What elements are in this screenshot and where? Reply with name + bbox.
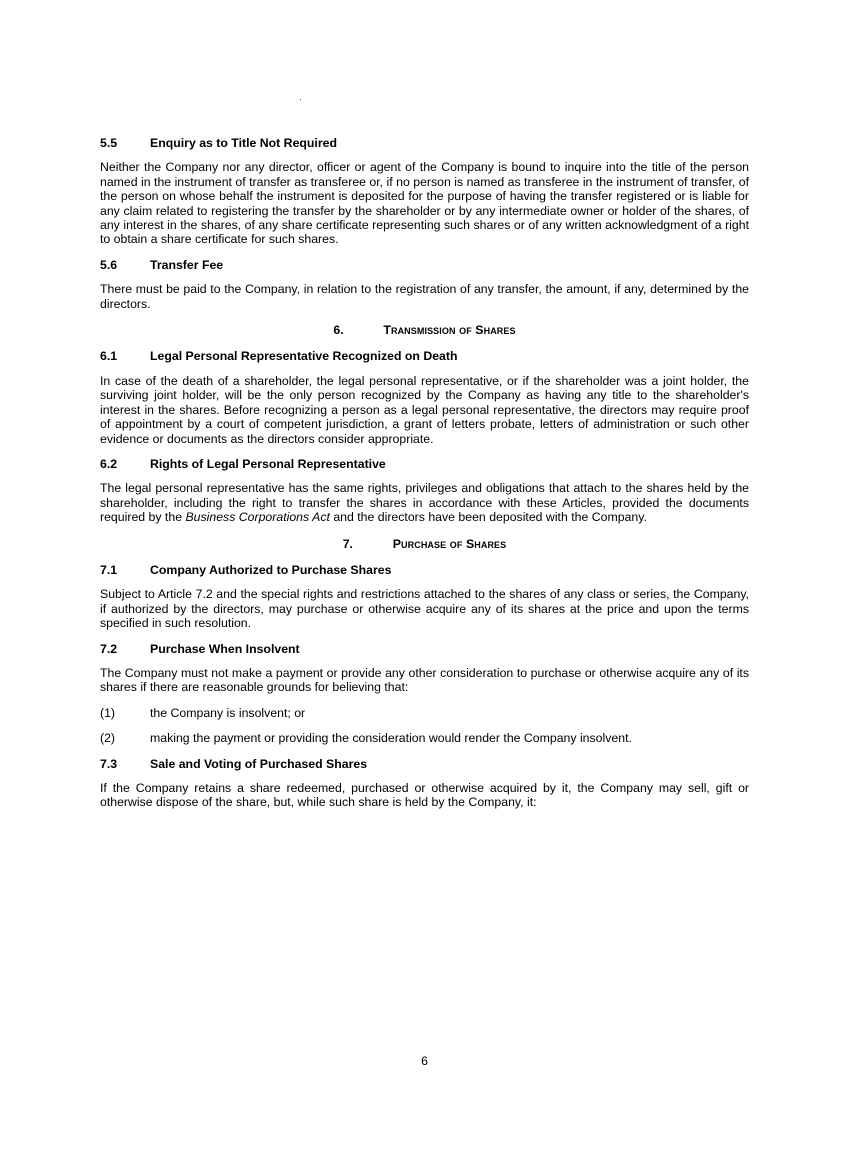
section-heading-7-1 [100, 563, 749, 577]
section-title: Sale and Voting of Purchased Shares [150, 756, 368, 771]
list-item [100, 706, 749, 720]
section-title: Company Authorized to Purchase Shares [150, 562, 392, 577]
section-number: 5.6 [100, 257, 118, 272]
section-title: Purchase When Insolvent [150, 641, 300, 656]
section-heading-7-3 [100, 757, 749, 771]
article-heading-6 [100, 323, 749, 337]
act-name: Business Corporations Act [185, 510, 330, 525]
section-body-7-2: The Company must not make a payment or provide any other consideration to purchase or otherwise acquire any of its shares if there are reasonable grounds for believing that: [100, 665, 749, 695]
list-item [100, 731, 749, 745]
article-number: 6. [333, 323, 344, 338]
article-title: Purchase of Shares [392, 536, 507, 551]
document-body [100, 136, 749, 821]
section-title: Enquiry as to Title Not Required [150, 136, 337, 150]
section-heading-6-2 [100, 457, 749, 471]
section-body-6-1: In case of the death of a shareholder, the legal personal representative, or if the shareholder was a joint holder, the surviving joint holder, will be the only person recognized by the Company as having any title to the shareholder's interest in the shares. Before recognizing a person as a legal personal representative, the directors may require proof of appointment by a court of competent jurisdiction, a grant of letters probate, letters of administration or such other evidence or documents as the directors consider appropriate. [100, 373, 749, 446]
list-item-text: the Company is insolvent; or [150, 705, 306, 720]
section-body-7-1: Subject to Article 7.2 and the special rights and restrictions attached to the shares of any class or series, the Company, if authorized by the directors, may purchase or otherwise acquire any of its shares at the price and upon the terms specified in such resolution. [100, 587, 749, 631]
section-number: 7.1 [100, 562, 118, 577]
section-number: 5.5 [100, 136, 118, 150]
section-heading-5-6 [100, 258, 749, 272]
section-body-5-5: Neither the Company nor any director, officer or agent of the Company is bound to inquire into the title of the person named in the instrument of transfer as transferee or, if no person is named as transferee in the instrument of transfer, of the person on whose behalf the instrument is deposited for the purpose of having the transfer registered or is liable for any claim related to registering the transfer by the shareholder or by any intermediate owner or holder of the shares, of any interest in the shares, of any share certificate representing such shares or of any written acknowledgment of a right to obtain a share certificate for such shares. [100, 160, 749, 247]
article-heading-7 [100, 537, 749, 551]
section-heading-6-1 [100, 349, 749, 363]
section-heading-7-2 [100, 642, 749, 656]
body-text: The legal personal representative has the same rights, privileges and obligations that attach to the shares held by the shareholder, including the right to transfer the shares in accordance with these Articles, provided the documents required by the [100, 481, 749, 525]
section-body-6-2 [100, 481, 749, 524]
list-item-number: (2) [100, 731, 116, 746]
section-number: 6.1 [100, 349, 118, 364]
section-title: Rights of Legal Personal Representative [150, 456, 386, 471]
article-title: Transmission of Shares [383, 323, 516, 338]
article-number: 7. [342, 536, 353, 551]
section-number: 7.2 [100, 641, 118, 656]
page-number: 6 [421, 1054, 428, 1068]
body-text: and the directors have been deposited with the Company. [329, 510, 647, 525]
section-heading-5-5 [100, 136, 749, 150]
section-title: Legal Personal Representative Recognized on Death [150, 349, 458, 364]
list-item-number: (1) [100, 705, 116, 720]
section-number: 6.2 [100, 456, 118, 471]
scan-speck [300, 99, 301, 100]
section-title: Transfer Fee [150, 257, 224, 272]
list-item-text: making the payment or providing the consideration would render the Company insolvent. [150, 731, 632, 746]
section-number: 7.3 [100, 756, 118, 771]
section-body-7-3: If the Company retains a share redeemed, purchased or otherwise acquired by it, the Company may sell, gift or otherwise dispose of the share, but, while such share is held by the Company, it: [100, 781, 749, 810]
section-body-5-6: There must be paid to the Company, in relation to the registration of any transfer, the amount, if any, determined by the directors. [100, 282, 749, 311]
